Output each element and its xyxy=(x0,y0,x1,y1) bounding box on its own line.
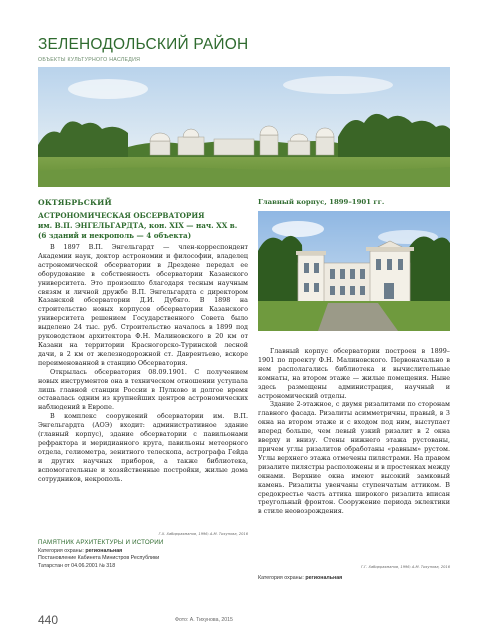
monument-info-block xyxy=(38,539,248,570)
right-article-text xyxy=(258,347,450,516)
settlement-name: ОКТЯБРЬСКИЙ xyxy=(38,198,112,207)
category-label: Категория охраны: xyxy=(38,548,84,554)
left-article-text xyxy=(38,243,248,483)
decree-line: Постановление Кабинета Министров Республики xyxy=(38,555,160,562)
paragraph: В комплекс сооружений обсерватории им. В.П. Энгельгардта (АОЭ) входит: административное здание (главный корпус), здание обсерватории с павильонами рефрактора и меридианного круга, павильоны метеорного отдела, гелиометра, зенитного телескопа, астрографа Гейда и других научных приборов, а также библиотека, вспомогательные и хозяйственные постройки, жилые дома сотрудников, некрополь. xyxy=(38,412,248,483)
photo-author-credit: Г.Х. Хабиррахманов, 1996; А.М. Тихунова, 2016 xyxy=(158,532,248,536)
paragraph: Главный корпус обсерватории построен в 1899–1901 по проекту Ф.Н. Малиновского. Первоначально в нем располагались библиотека и вычислительные комнаты, на втором этаже — жилые помещения. Ныне здесь размещены администрация, научный и астрономический отделы. xyxy=(258,347,450,400)
protection-category xyxy=(38,548,248,555)
photo-caption: Главный корпус, 1899–1901 гг. xyxy=(258,198,385,206)
protection-category xyxy=(258,575,450,582)
monument-info-block xyxy=(258,575,450,582)
observatory-panorama-photo xyxy=(38,67,450,187)
category-label: Категория охраны: xyxy=(258,575,304,581)
object-heading xyxy=(38,198,248,241)
paragraph: Здание 2-этажное, с двумя ризалитами по сторонам главного фасада. Ризалиты асимметричны, правый, в 3 окна на втором этаже и с входом под ним, выступает вперед больше, чем левый узкий ризалит в 2 окна вверху и внизу. Стены нижнего этажа рустованы, причем углы ризалитов обработаны «равным» рустом. Углы верхнего этажа отмечены пилястрами. На правом ризалите пилястры расположены и в простенках между окнами. Верхние окна имеют высокий замковый камень. Ризалиты увенчаны ступенчатым аттиком. В средокрестье часть аттика широкого ризалита вписан треугольный фронтон. Сооружение периода эклектики в стиле неовозрождения. xyxy=(258,400,450,516)
page-number: 440 xyxy=(38,613,59,627)
object-title-line-2: им. В.П. ЭНГЕЛЬГАРДТА, кон. XIX — нач. XX в. xyxy=(38,221,238,230)
paragraph: Открылась обсерватория 08.09.1901. С получением новых инструментов она в техническом отношении уступала лишь главной станции России в Пулково и долгое время оставалась одним из крупнейших центров астрономических наблюдений в Европе. xyxy=(38,367,248,412)
category-value: региональная xyxy=(85,548,123,554)
footer-photo-credit: Фото: А. Тихунова, 2015 xyxy=(175,617,233,623)
paragraph: В 1897 В.П. Энгельгардт — член-корреспондент Академии наук, доктор астрономии и философии, владелец астрономической обсерватории в Дрездене передал ее оборудование в собственность обсерватории Казанского университета. Это произошло благодаря тесным научным связям и личной дружбе В.П. Энгельгардта с директором Казанской обсерватории Д.И. Дубяго. В 1898 на строительство новых корпусов обсерватории Казанского университета решением Государственного Совета было выделено 24 тыс. руб. Строительство началось в 1899 под руководством архитектора Ф.Н. Малиновского в 20 км от Казани на территории Красногорско-Туринской лесной дачи, в 2 км от железнодорожной ст. Даврентьево, вскоре переименованной в станцию Обсерватория. xyxy=(38,243,248,367)
section-subtitle: ОБЪЕКТЫ КУЛЬТУРНОГО НАСЛЕДИЯ xyxy=(38,57,141,63)
object-title-line-1: АСТРОНОМИЧЕСКАЯ ОБСЕРВАТОРИЯ xyxy=(38,211,205,220)
object-title-line-3: (6 зданий и некрополь — 4 объекта) xyxy=(38,231,192,240)
main-building-photo xyxy=(258,211,450,331)
monument-type: ПАМЯТНИК АРХИТЕКТУРЫ И ИСТОРИИ xyxy=(38,539,164,546)
decree-line-2: Татарстан от 04.06.2001 № 318 xyxy=(38,562,116,569)
section-title: ЗЕЛЕНОДОЛЬСКИЙ РАЙОН xyxy=(38,36,249,53)
category-value: региональная xyxy=(305,575,343,581)
photo-author-credit: Г.Г. Хабиррахманов, 1996; А.М. Тихунова, 2016 xyxy=(361,565,450,569)
